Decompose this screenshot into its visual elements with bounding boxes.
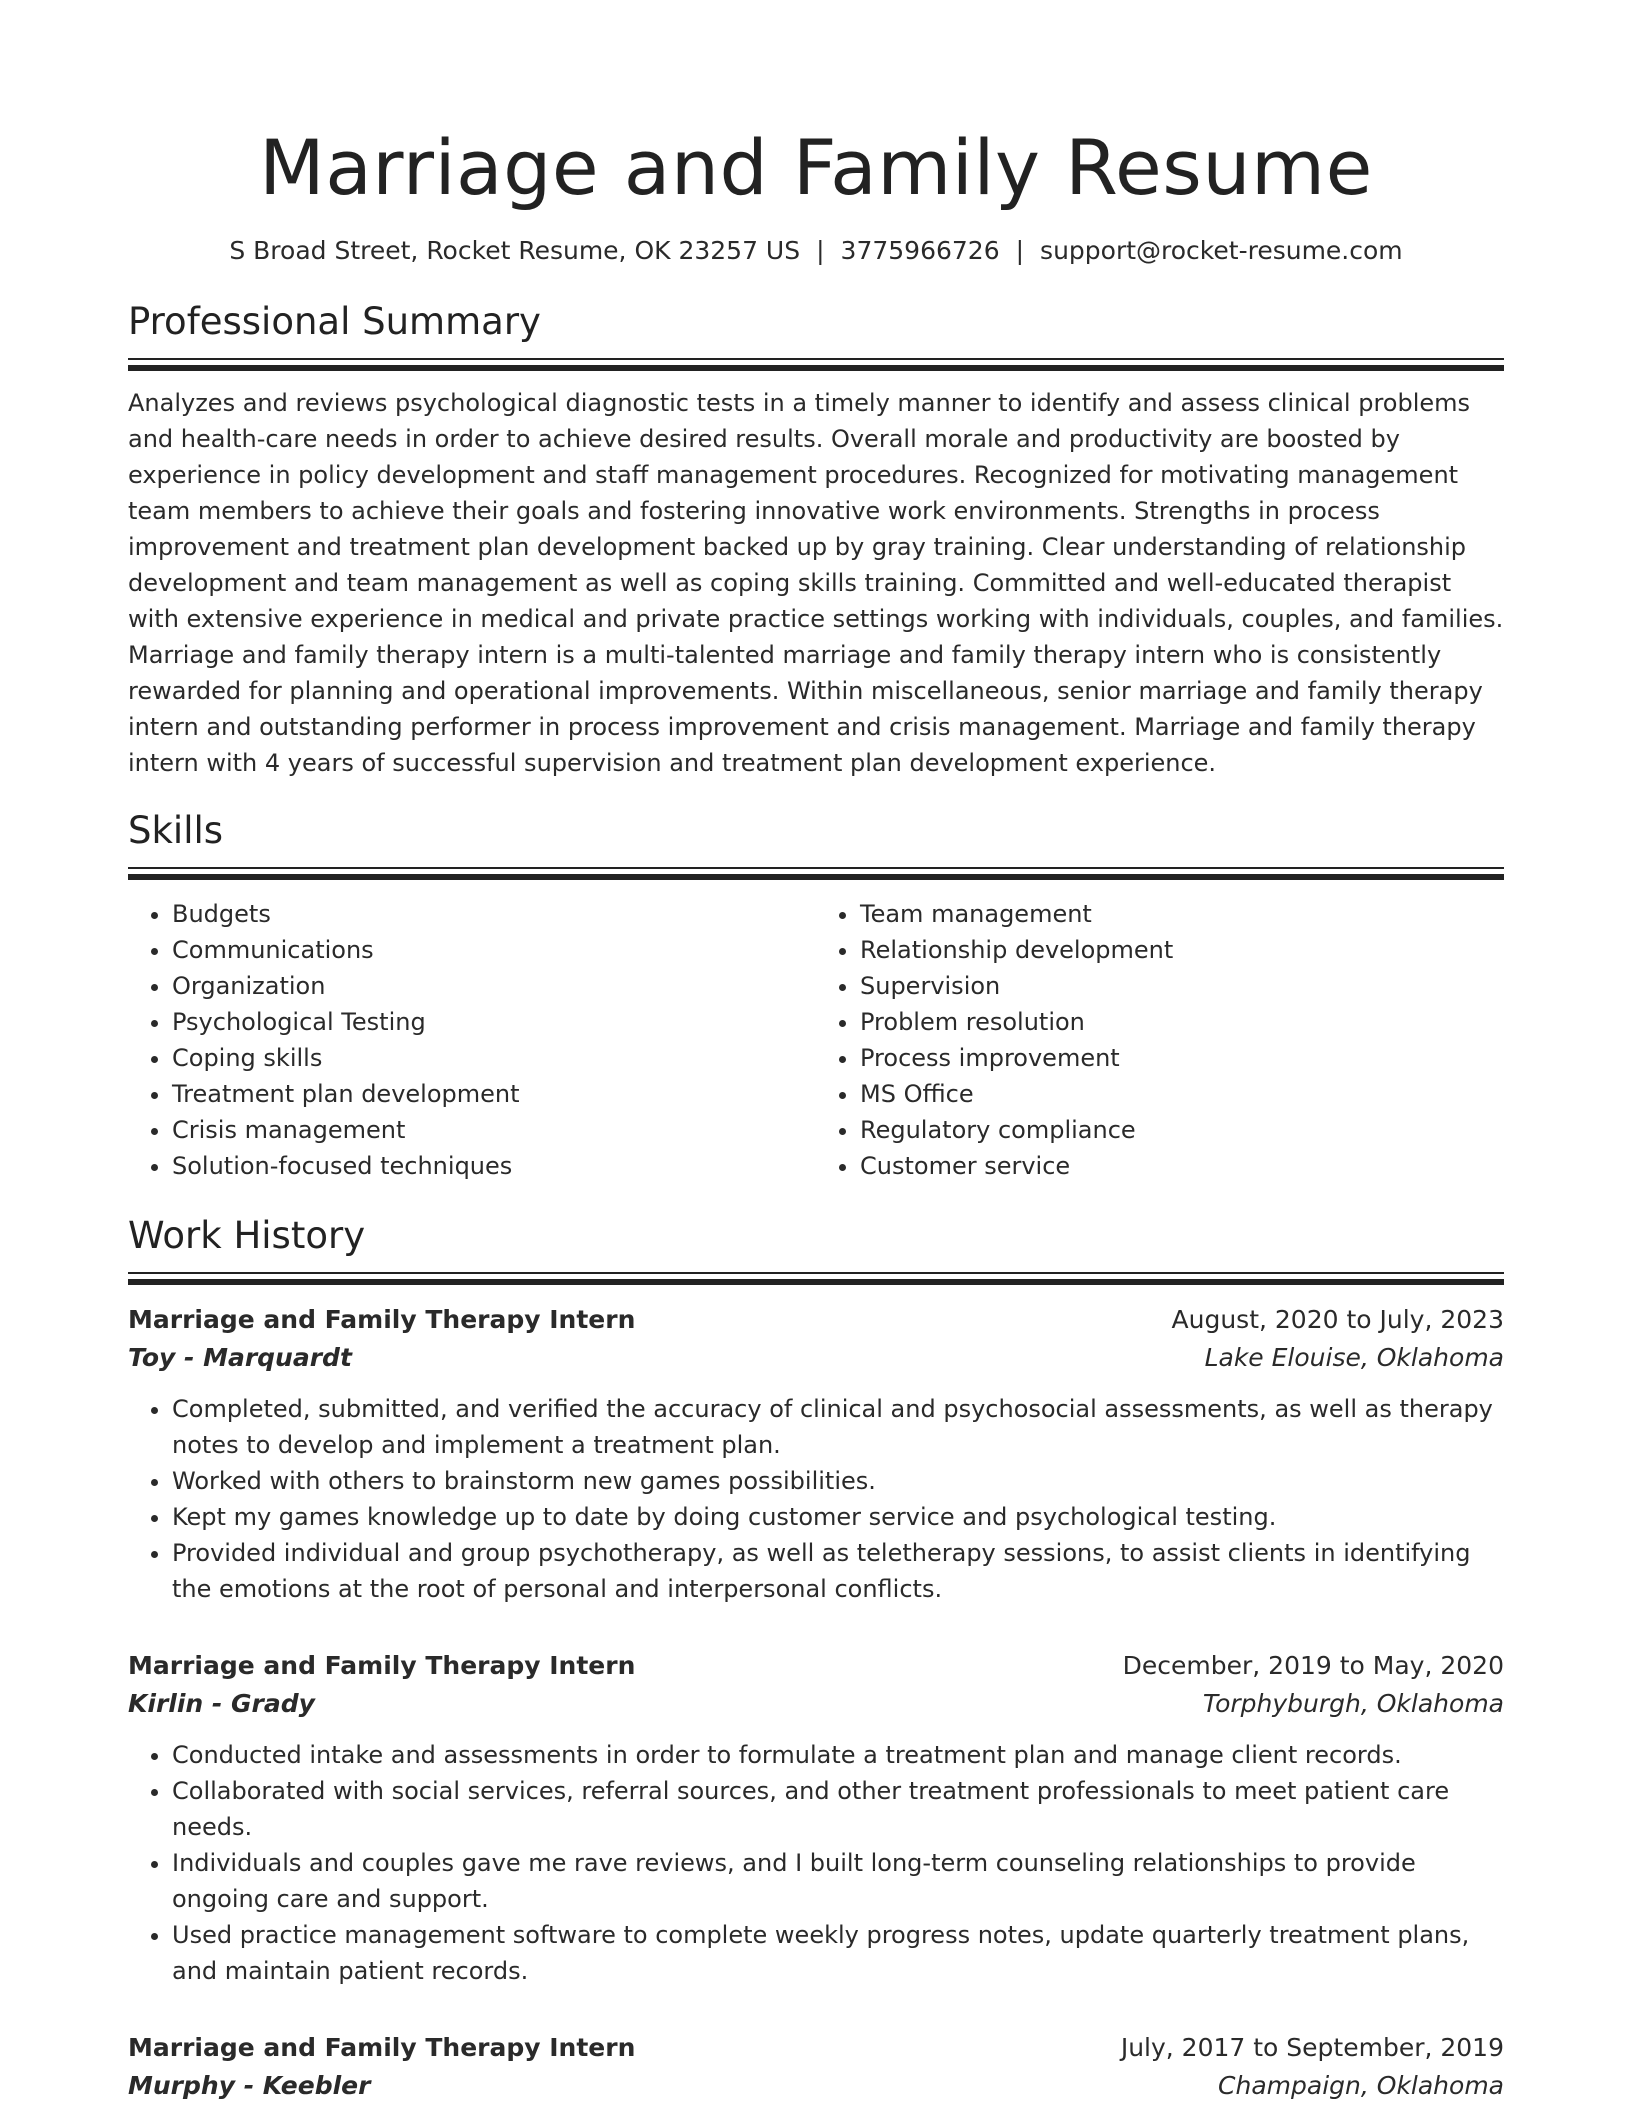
job-header — [128, 1647, 1504, 1685]
job-bullet: • Conducted intake and assessments in order to formulate a treatment plan and manage client records. — [172, 1737, 1504, 1773]
job-location: Champaign, Oklahoma — [1218, 2071, 1504, 2100]
job-dates: August, 2020 to July, 2023 — [1171, 1305, 1504, 1334]
job-bullet: • Worked with others to brainstorm new games possibilities. — [172, 1463, 1504, 1499]
skills-left-list — [128, 896, 816, 1184]
job-bullet: • Kept my games knowledge up to date by doing customer service and psychological testing. — [172, 1499, 1504, 1535]
job-bullet: • Individuals and couples gave me rave reviews, and I built long-term counseling relationships to provide ongoing care and support. — [172, 1845, 1504, 1917]
skills-section — [128, 807, 1504, 1184]
skill-item: • Relationship development — [860, 932, 1504, 968]
section-divider — [128, 867, 1504, 880]
job-subheader — [128, 2067, 1504, 2105]
skill-item: • Communications — [172, 932, 816, 968]
resume-name: Marriage and Family Resume — [259, 123, 1373, 212]
job-company: Murphy - Keebler — [128, 2071, 371, 2100]
skill-item: • Treatment plan development — [172, 1076, 816, 1112]
job-location: Torphyburgh, Oklahoma — [1202, 1689, 1504, 1718]
work-history-heading: Work History — [128, 1214, 366, 1257]
contact-separator: | — [816, 236, 825, 265]
skill-item: • Organization — [172, 968, 816, 1004]
summary-text: Analyzes and reviews psychological diagnostic tests in a timely manner to identify and assess clinical problems and health-care needs in order to achieve desired results. Overall morale and productivity are boosted by experience in policy development and staff management procedures. Recognized for motivating management team members to achieve their goals and fostering innovative work environments. Strengths in process improvement and treatment plan development backed up by gray training. Clear understanding of relationship development and team management as well as coping skills training. Committed and well-educated therapist with extensive experience in medical and private practice settings working with individuals, couples, and families. Marriage and family therapy intern is a multi-talented marriage and family therapy intern who is consistently rewarded for planning and operational improvements. Within miscellaneous, senior marriage and family therapy intern and outstanding performer in process improvement and crisis management. Marriage and family therapy intern with 4 years of successful supervision and treatment plan development experience. — [128, 389, 1504, 777]
job-dates: December, 2019 to May, 2020 — [1122, 1651, 1504, 1680]
contact-phone: 3775966726 — [840, 236, 1000, 265]
contact-email: support@rocket-resume.com — [1040, 236, 1403, 265]
job-bullet: • Used practice management software to complete weekly progress notes, update quarterly treatment plans, and maintain patient records. — [172, 1917, 1504, 1989]
skill-item: • Customer service — [860, 1148, 1504, 1184]
section-divider — [128, 1272, 1504, 1285]
job-subheader — [128, 1685, 1504, 1723]
job-header — [128, 1301, 1504, 1339]
skills-columns — [128, 896, 1504, 1184]
contact-address: S Broad Street, Rocket Resume, OK 23257 US — [229, 236, 801, 265]
section-divider — [128, 358, 1504, 371]
job-header — [128, 2029, 1504, 2067]
skill-item: • Solution-focused techniques — [172, 1148, 816, 1184]
skill-item: • Team management — [860, 896, 1504, 932]
work-history-section — [128, 1212, 1504, 2105]
job-title: Marriage and Family Therapy Intern — [128, 1651, 636, 1680]
job-entry — [128, 1301, 1504, 1607]
job-entry — [128, 2029, 1504, 2105]
skill-item: • Process improvement — [860, 1040, 1504, 1076]
skill-item: • Crisis management — [172, 1112, 816, 1148]
skill-item: • Regulatory compliance — [860, 1112, 1504, 1148]
contact-separator: | — [1015, 236, 1025, 265]
job-dates: July, 2017 to September, 2019 — [1120, 2033, 1504, 2062]
skill-item: • Budgets — [172, 896, 816, 932]
job-bullet: • Collaborated with social services, referral sources, and other treatment professionals to meet patient care needs. — [172, 1773, 1504, 1845]
job-company: Toy - Marquardt — [128, 1343, 352, 1372]
skill-item: • Psychological Testing — [172, 1004, 816, 1040]
contact-line — [128, 234, 1504, 268]
job-entry — [128, 1647, 1504, 1989]
skill-item: • Supervision — [860, 968, 1504, 1004]
job-bullets — [128, 1737, 1504, 1989]
summary-section — [128, 298, 1504, 781]
skill-item: • MS Office — [860, 1076, 1504, 1112]
summary-heading: Professional Summary — [128, 300, 541, 343]
job-bullet: • Completed, submitted, and verified the accuracy of clinical and psychosocial assessments, as well as therapy notes to develop and implement a treatment plan. — [172, 1391, 1504, 1463]
skill-item: • Problem resolution — [860, 1004, 1504, 1040]
job-title: Marriage and Family Therapy Intern — [128, 1305, 636, 1334]
skills-heading: Skills — [128, 809, 224, 852]
job-bullet: • Provided individual and group psychotherapy, as well as teletherapy sessions, to assist clients in identifying the emotions at the root of personal and interpersonal conflicts. — [172, 1535, 1504, 1607]
skill-item: • Coping skills — [172, 1040, 816, 1076]
skills-right-list — [816, 896, 1504, 1184]
job-company: Kirlin - Grady — [128, 1689, 315, 1718]
job-bullets — [128, 1391, 1504, 1607]
job-subheader — [128, 1339, 1504, 1377]
job-location: Lake Elouise, Oklahoma — [1204, 1343, 1504, 1372]
job-title: Marriage and Family Therapy Intern — [128, 2033, 636, 2062]
